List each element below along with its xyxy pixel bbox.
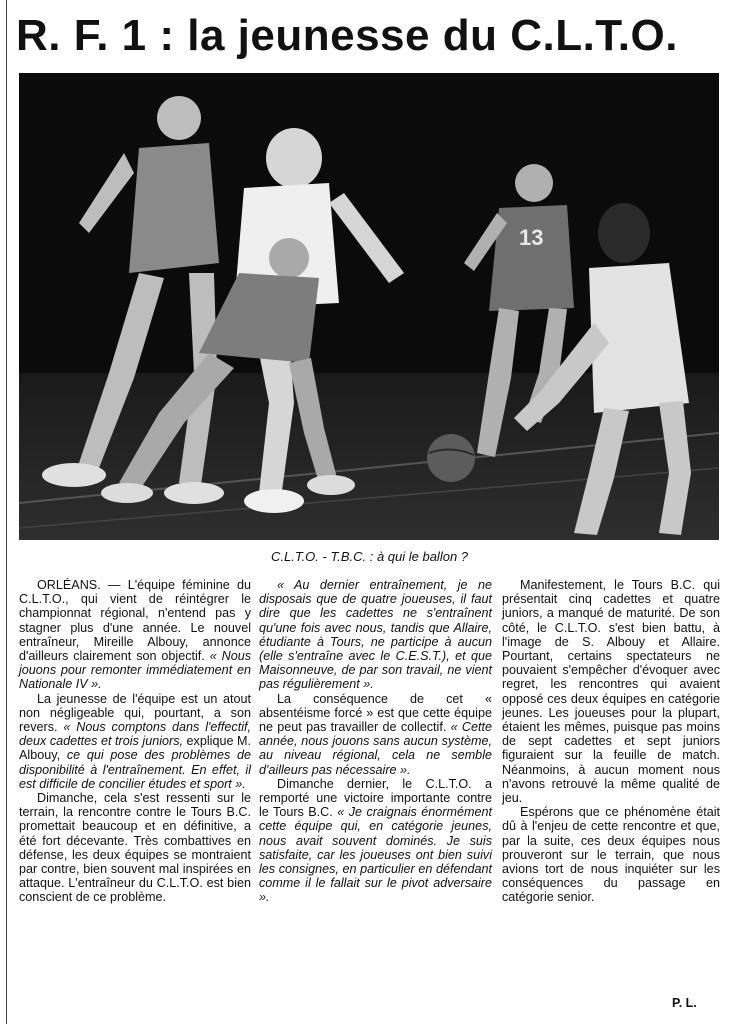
page-margin-rule — [6, 0, 7, 1024]
paragraph: La jeunesse de l'équipe est un atout non négligeable qui, pourtant, a son revers. « Nous comptons dans l'effectif, deux cadettes et trois juniors, explique M. Albouy, ce qui pose des problèmes de disponibilité à l'entraînement. En effet, il est difficile de concilier études et sport ». — [19, 691, 252, 791]
article-column-2 — [259, 578, 492, 905]
paragraph: Dimanche, cela s'est ressenti sur le terrain, la rencontre contre le Tours B.C. promettait beaucoup et en définitive, a été fort décevante. Très combattives en défense, les deux équipes se montraient par contre, bien souvent mal inspirées en attaque. L'entraîneur du C.L.T.O. est bien conscient de ce problème. — [19, 791, 251, 905]
paragraph: Dimanche dernier, le C.L.T.O. a remporté une victoire importante contre le Tours B.C. « Je craignais énormément cette équipe qui, en catégorie jeunes, nous avait souvent dominés. Je suis satisfaite, car les joueuses ont bien suivi les consignes, en particulier en défendant comme il le fallait sur le pivot adversaire ». — [259, 776, 492, 905]
basketball-photo — [19, 73, 719, 540]
paragraph: ORLÉANS. — L'équipe féminine du C.L.T.O., qui vient de réintégrer le championnat régional, n'entend pas y stagner plus d'une année. Le nouvel entraîneur, Mireille Albouy, annonce d'ailleurs clairement son objectif. « Nous jouons pour remonter immédiatement en Nationale IV ». — [19, 578, 252, 692]
article-column-1 — [19, 578, 251, 905]
author-signature: P. L. — [672, 996, 697, 1010]
basketball-scene-illustration — [19, 73, 719, 540]
basketball — [427, 434, 475, 482]
paragraph: Espérons que ce phénomène était dû à l'enjeu de cette rencontre et que, par la suite, ces deux équipes nous prouveront sur le terrain, que nous avions tort de nous inquiéter sur les conséquences du passage en catégorie senior. — [502, 805, 720, 905]
jersey-number: 13 — [519, 225, 544, 250]
article-column-3 — [502, 578, 720, 905]
paragraph: « Au dernier entraînement, je ne disposais que de quatre joueuses, il faut dire que les cadettes ne s'entraînent qu'une fois avec nous, tandis que Allaire, étudiante à Tours, ne participe à aucun (elle s'entraîne avec le C.E.S.T.), et que Maisonneuve, de par son travail, ne vient pas régulièrement ». — [259, 578, 492, 692]
paragraph: La conséquence de cet « absentéisme forcé » est que cette équipe ne peut pas travailler de collectif. « Cette année, nous jouons sans aucun système, au niveau régional, cela ne semble d'ailleurs pas nécessaire ». — [259, 691, 492, 777]
paragraph: Manifestement, le Tours B.C. qui présentait cinq cadettes et quatre juniors, a manqué de maturité. De son côté, le C.L.T.O. s'est bien battu, à l'image de S. Albouy et Allaire. Pourtant, certains spectateurs ne pouvaient s'empêcher d'évoquer avec regret, les rencontres qui avaient opposé ces deux équipes en catégorie jeunes. Les joueuses pour la plupart, étaient les mêmes, puisque pas moins de sept cadettes et sept juniors figuraient sur la feuille de match. Néanmoins, à aucun moment nous n'avons retrouvé la même qualité de jeu. — [502, 578, 720, 806]
headline: R. F. 1 : la jeunesse du C.L.T.O. — [16, 11, 678, 60]
photo-caption: C.L.T.O. - T.B.C. : à qui le ballon ? — [270, 549, 469, 564]
